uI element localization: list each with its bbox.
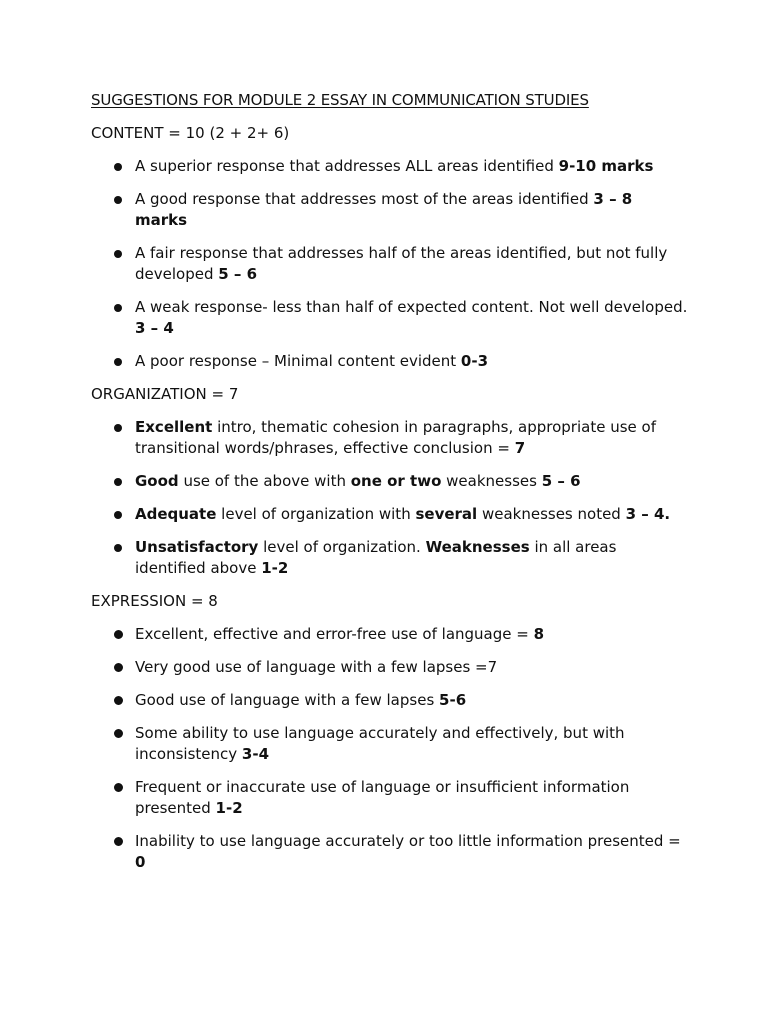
list-item: Unsatisfactory level of organization. Weaknesses in all areas identified above 1-2 <box>91 537 688 579</box>
list-item: A poor response – Minimal content evident 0-3 <box>91 351 688 372</box>
bullet-icon <box>114 837 123 846</box>
bullet-icon <box>114 729 123 738</box>
bullet-icon <box>114 250 122 258</box>
list-item: Excellent, effective and error-free use of language = 8 <box>91 624 688 645</box>
content-criteria-list <box>91 156 688 372</box>
list-item: Some ability to use language accurately and effectively, but with inconsistency 3-4 <box>91 723 688 765</box>
document-title: SUGGESTIONS FOR MODULE 2 ESSAY IN COMMUNICATION STUDIES <box>91 91 589 109</box>
expression-criteria-list <box>91 624 688 873</box>
list-item: A good response that addresses most of the areas identified 3 – 8 marks <box>91 189 688 231</box>
bullet-icon <box>114 696 123 705</box>
list-item: Good use of language with a few lapses 5-6 <box>91 690 688 711</box>
section-heading-content: CONTENT = 10 (2 + 2+ 6) <box>91 124 290 142</box>
bullet-icon <box>114 358 122 366</box>
bullet-icon <box>114 630 123 639</box>
bullet-icon <box>114 304 122 312</box>
bullet-icon <box>114 544 122 552</box>
list-item: A fair response that addresses half of the areas identified, but not fully developed 5 – 6 <box>91 243 688 285</box>
list-item: A weak response- less than half of expected content. Not well developed. 3 – 4 <box>91 297 688 339</box>
list-item: Good use of the above with one or two weaknesses 5 – 6 <box>91 471 688 492</box>
bullet-icon <box>114 163 122 171</box>
list-item: A superior response that addresses ALL areas identified 9-10 marks <box>91 156 688 177</box>
bullet-icon <box>114 663 123 672</box>
section-heading-organization: ORGANIZATION = 7 <box>91 385 239 403</box>
list-item: Adequate level of organization with several weaknesses noted 3 – 4. <box>91 504 688 525</box>
section-heading-expression: EXPRESSION = 8 <box>91 592 218 610</box>
list-item: Excellent intro, thematic cohesion in paragraphs, appropriate use of transitional words/phrases, effective conclusion = 7 <box>91 417 688 459</box>
list-item: Very good use of language with a few lapses =7 <box>91 657 688 678</box>
bullet-icon <box>114 424 122 432</box>
list-item: Inability to use language accurately or too little information presented = 0 <box>91 831 688 873</box>
bullet-icon <box>114 511 122 519</box>
bullet-icon <box>114 196 122 204</box>
organization-criteria-list <box>91 417 688 579</box>
list-item: Frequent or inaccurate use of language or insufficient information presented 1-2 <box>91 777 688 819</box>
bullet-icon <box>114 478 122 486</box>
bullet-icon <box>114 783 123 792</box>
